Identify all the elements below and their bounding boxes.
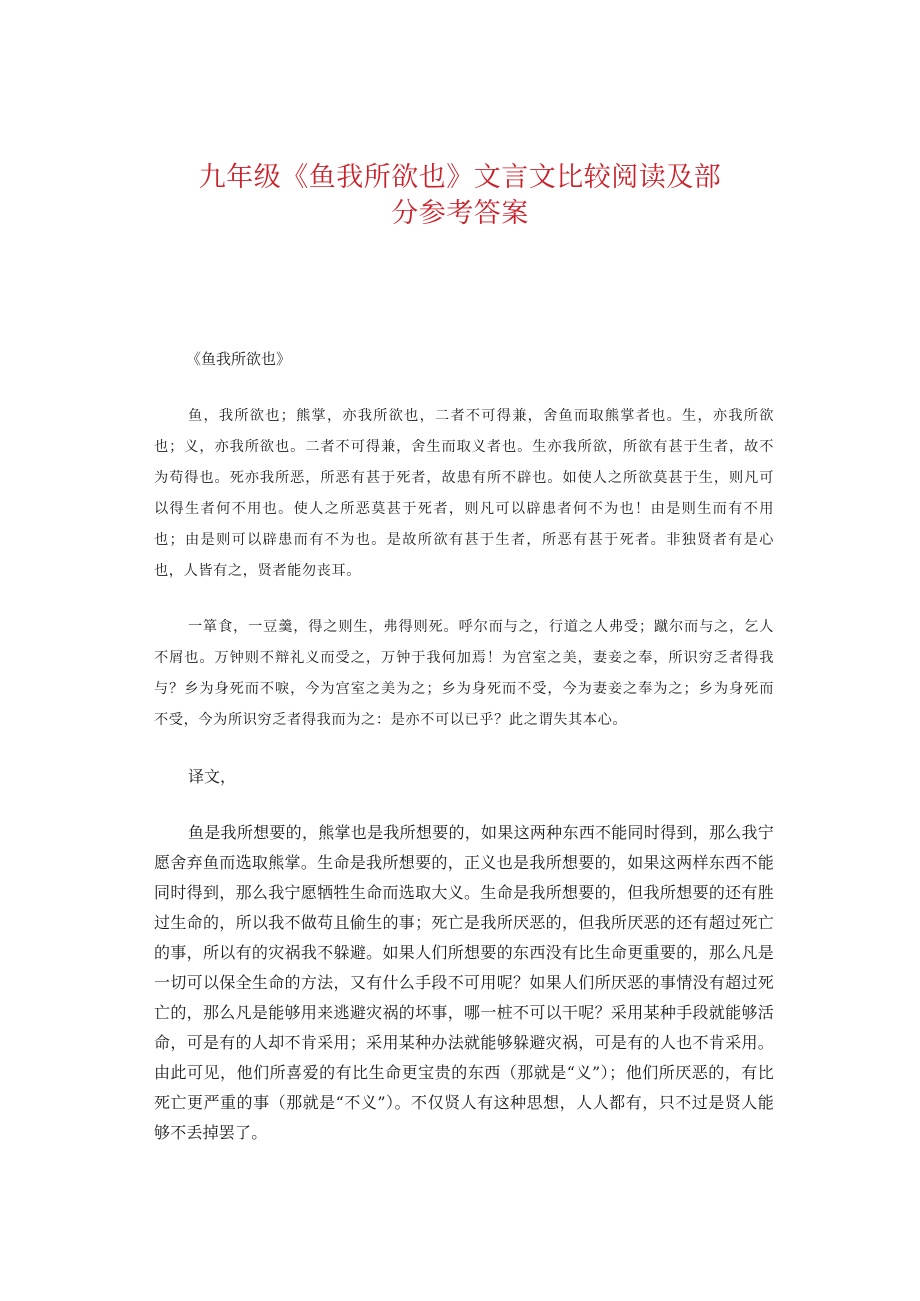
translation-label: 译文， <box>188 767 237 786</box>
translation-paragraph-1: 鱼是我所想要的，熊掌也是我所想要的，如果这两种东西不能同时得到，那么我宁愿舍弃鱼而选取熊掌。生命是我所想要的，正义也是我所想要的，如果这两样东西不能同时得到，那么我宁愿牺牲生命而选取大义。生命是我所想要的，但我所想要的还有胜过生命的，所以我不做苟且偷生的事；死亡是我所厌恶的，但我所厌恶的还有超过死亡的事，所以有的灾祸我不躲避。如果人们所想要的东西没有比生命更重要的，那么凡是一切可以保全生命的方法，又有什么手段不可用呢？如果人们所厌恶的事情没有超过死亡的，那么凡是能够用来逃避灾祸的坏事，哪一桩不可以干呢？采用某种手段就能够活命，可是有的人却不肯采用；采用某种办法就能够躲避灾祸，可是有的人也不肯采用。由此可见，他们所喜爱的有比生命更宝贵的东西（那就是“义”）；他们所厌恶的，有比死亡更严重的事（那就是“不义”）。不仅贤人有这种思想，人人都有，只不过是贤人能够不丢掉罢了。 <box>154 823 774 1142</box>
document-title-line-2: 分参考答案 <box>391 198 529 229</box>
document-title <box>160 160 760 232</box>
original-paragraph-1: 鱼，我所欲也；熊掌，亦我所欲也，二者不可得兼，舍鱼而取熊掌者也。生，亦我所欲也；义，亦我所欲也。二者不可得兼，舍生而取义者也。生亦我所欲，所欲有甚于生者，故不为苟得也。死亦我所恶，所恶有甚于死者，故患有所不辟也。如使人之所欲莫甚于生，则凡可以得生者何不用也。使人之所恶莫甚于死者，则凡可以辟患者何不为也！由是则生而有不用也；由是则可以辟患而有不为也。是故所欲有甚于生者，所恶有甚于死者。非独贤者有是心也，人皆有之，贤者能勿丧耳。 <box>154 408 774 579</box>
section-label: 《鱼我所欲也》 <box>186 350 292 368</box>
original-paragraph-2: 一箪食，一豆羹，得之则生，弗得则死。呼尔而与之，行道之人弗受；蹴尔而与之，乞人不屑也。万钟则不辩礼义而受之，万钟于我何加焉！为宫室之美，妻妾之奉，所识穷乏者得我与？乡为身死而不唳，今为宫室之美为之；乡为身死而不受，今为妻妾之奉为之；乡为身死而不受，今为所识穷乏者得我而为之：是亦不可以已乎？此之谓失其本心。 <box>154 619 774 728</box>
document-title-line-1: 九年级《鱼我所欲也》文言文比较阅读及部 <box>198 162 722 193</box>
